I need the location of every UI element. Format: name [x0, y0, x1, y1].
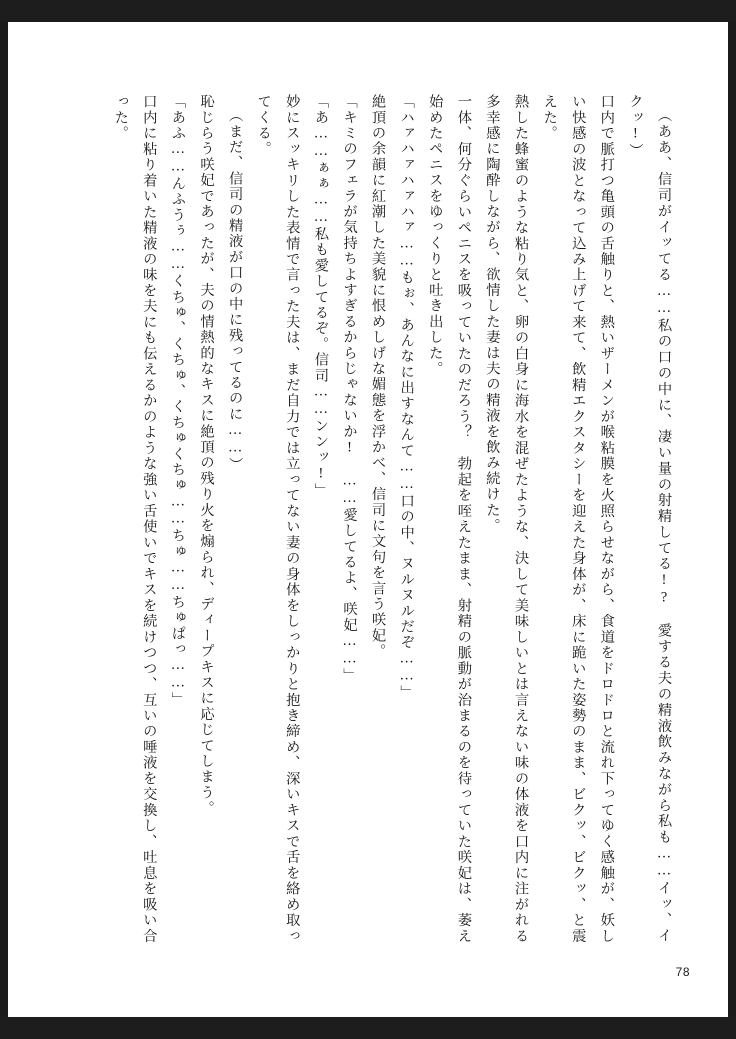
paragraph: 恥じらう咲妃であったが、夫の情熱的なキスに絶頂の残り火を煽られ、ディープキスに応じてしまう。: [198, 94, 215, 817]
paragraph: 「ハァハァハァハァ……もぉ、あんなに出すなんて……口の中、ヌルヌルだぞ……」: [398, 94, 415, 701]
page-paper: [8, 22, 728, 1017]
paragraph: 口内で脈打つ亀頭の舌触りと、熱いザーメンが喉粘膜を火照らせながら、食道をドロドロと流れ下ってゆく感触が、妖しい快感の波となって込み上げて来て、飲精エクスタシーを迎えた身体が、床に跪いた姿勢のまま、ビクッ、ビクッ、と震えた。: [541, 94, 615, 944]
novel-body-text: [68, 94, 678, 944]
paragraph: 口内に粘り着いた精液の味を夫にも伝えるかのような強い舌使いでキスを続けつつ、互いの唾液を交換し、吐息を吸い合った。: [112, 94, 158, 944]
paragraph: （ああ、信司がイッてる……私の口の中に、凄い量の射精してる!? 愛する夫の精液飲みながら私も……イッ、イクッ!）: [627, 94, 672, 944]
page-border-top: [0, 0, 736, 22]
paragraph: 「あふ……んふうぅ……くちゅ、くちゅ、くちゅくちゅ……ちゅ……ちゅぱっ……」: [169, 94, 186, 708]
paragraph: （まだ、信司の精液が口の中に残ってるのに……）: [227, 108, 244, 473]
paragraph: 一体、何分ぐらいペニスを吸っていたのだろう？ 勃起を咥えたまま、射精の脈動が治まるのを待っていた咲妃は、萎え始めたペニスをゆっくりと吐き出した。: [427, 94, 472, 944]
page-number: 78: [675, 965, 690, 979]
paragraph: 「あ……ぁぁ……私も愛してるぞ。信司……ンンッ!」: [312, 94, 329, 499]
paragraph: 絶頂の余韻に紅潮した美貌に恨めしげな媚態を浮かべ、信司に文句を言う咲妃。: [370, 94, 387, 660]
paragraph: 妙にスッキリした表情で言った夫は、まだ自力では立ってない妻の身体をしっかりと抱き締め、深いキスで舌を絡め取ってくる。: [255, 94, 301, 944]
page-border-bottom: [0, 1017, 736, 1039]
paragraph: 「キミのフェラが気持ちよすぎるからじゃないか! ……愛してるよ、咲妃……」: [341, 94, 358, 684]
paragraph: 熱した蜂蜜のような粘り気と、卵の白身に海水を混ぜたような、決して美味しいとは言えない味の体液を口内に注がれる多幸感に陶酔しながら、欲情した妻は夫の精液を飲み続けた。: [484, 94, 530, 944]
